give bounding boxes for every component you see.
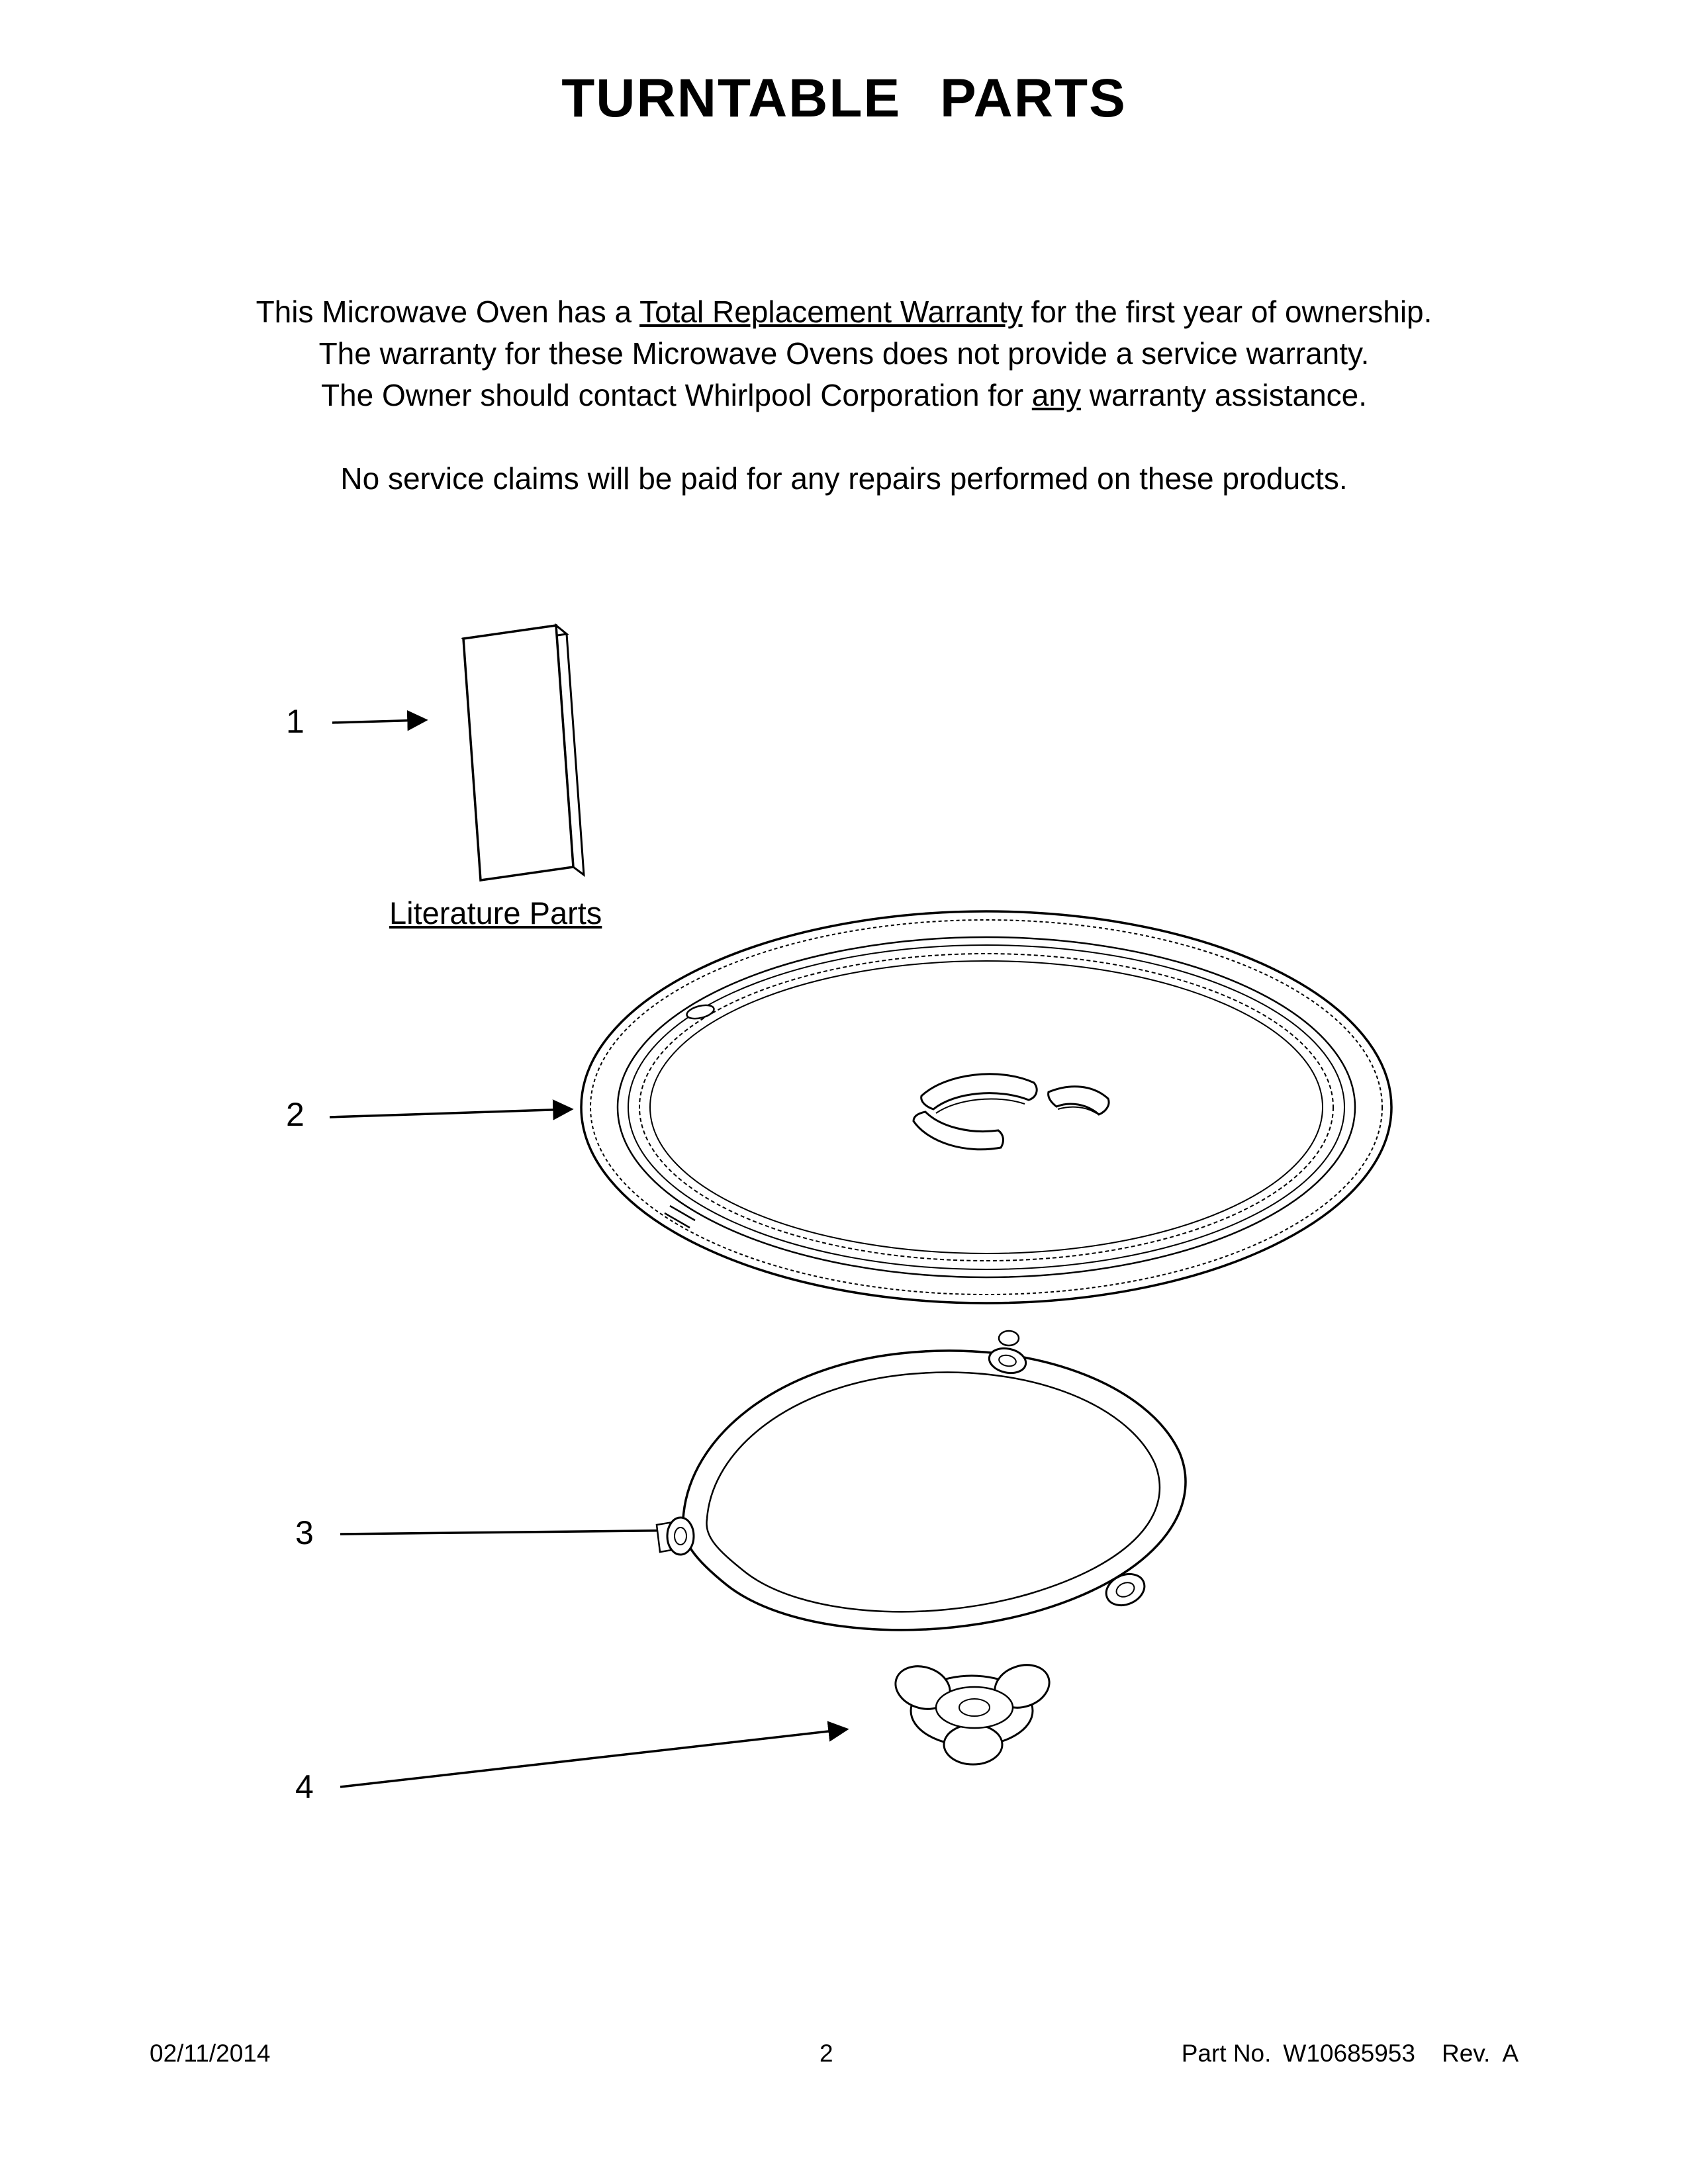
warranty-line-2: The warranty for these Microwave Ovens does not provide a service warranty. [318,336,1370,371]
literature-pack-drawing [463,625,584,880]
page-title: TURNTABLE PARTS [561,68,1127,128]
callout-1-number: 1 [286,703,305,740]
warranty-line-4: No service claims will be paid for any repairs performed on these products. [340,461,1348,496]
warranty-line3-post: warranty assistance. [1080,378,1368,412]
warranty-line1-post: for the first year of ownership. [1022,295,1432,329]
footer-page-number: 2 [820,2040,833,2067]
footer-rev-label: Rev. [1441,2040,1491,2067]
footer-date: 02/11/2014 [150,2040,271,2067]
callout-4-number: 4 [295,1768,314,1805]
footer-part-number: W10685953 [1283,2040,1415,2067]
literature-parts-label: Literature Parts [389,895,602,931]
glass-turntable-tray-drawing [581,911,1391,1303]
callout-1-arrow [332,720,425,723]
roller-support-ring-drawing [657,1331,1186,1630]
warranty-line1-pre: This Microwave Oven has a [256,295,640,329]
footer-part-label: Part No. [1181,2040,1272,2067]
footer-part-info [1182,2040,1519,2068]
callout-4-arrow [340,1729,846,1787]
callout-3-number: 3 [295,1514,314,1551]
ring-roller-left [657,1518,694,1555]
callout-2-number: 2 [286,1096,305,1133]
warranty-line3-underlined: any [1031,378,1081,412]
warranty-line1-underlined: Total Replacement Warranty [639,295,1023,329]
footer-rev-value: A [1502,2040,1519,2067]
warranty-line3-pre: The Owner should contact Whirlpool Corporation for [320,378,1032,412]
hub-coupler-drawing [890,1659,1055,1764]
callout-2-arrow [330,1109,571,1117]
